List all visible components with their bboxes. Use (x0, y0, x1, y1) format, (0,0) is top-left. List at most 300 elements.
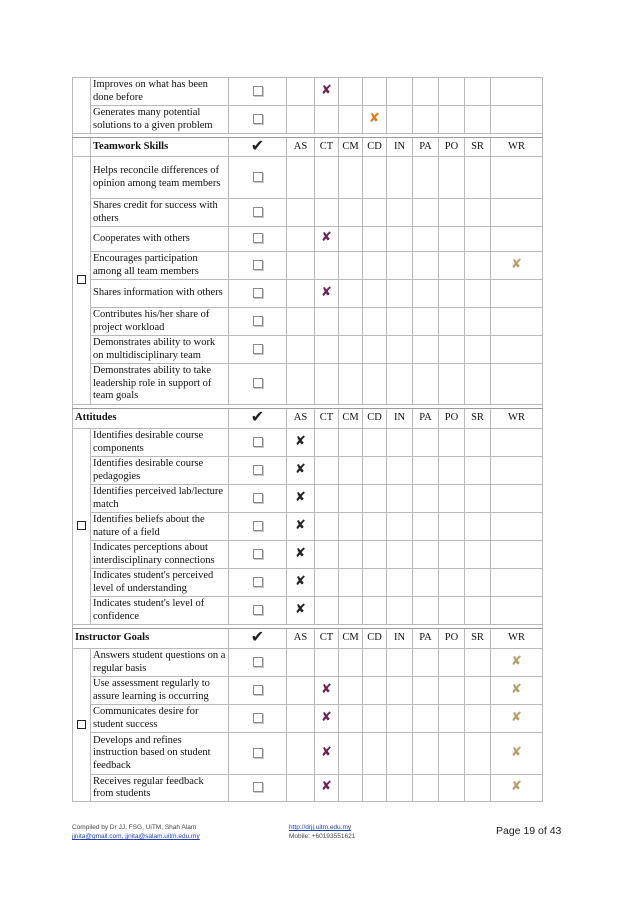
column-header-cm: CM (339, 629, 363, 649)
mark-cell-as (287, 569, 315, 597)
x-mark-icon: ✘ (511, 709, 522, 725)
mark-cell-in (387, 775, 413, 802)
mark-cell-cm (339, 649, 363, 677)
mark-cell-po (439, 485, 465, 513)
section-title: Attitudes (73, 409, 229, 429)
mark-cell-ct (315, 364, 339, 405)
column-header-wr: WR (491, 138, 543, 157)
column-header-po: PO (439, 138, 465, 157)
checkbox-icon[interactable] (253, 748, 263, 758)
mark-cell-wr (491, 78, 543, 106)
criteria-checkbox-cell (229, 733, 287, 775)
criteria-row (73, 308, 543, 336)
mark-cell-ct (315, 308, 339, 336)
mark-cell-pa (413, 227, 439, 252)
criteria-checkbox-cell (229, 227, 287, 252)
criteria-row (73, 227, 543, 252)
mark-cell-pa (413, 705, 439, 733)
checkbox-icon[interactable] (253, 713, 263, 723)
mark-cell-sr (465, 705, 491, 733)
mark-cell-in (387, 280, 413, 308)
mark-cell-sr (465, 308, 491, 336)
group-select-cell (73, 429, 91, 625)
criteria-description: Demonstrates ability to take leadership role in support of team goals (91, 364, 229, 405)
mark-cell-ct (315, 106, 339, 134)
mark-cell-as (287, 541, 315, 569)
criteria-checkbox-cell (229, 677, 287, 705)
criteria-row (73, 429, 543, 457)
criteria-description: Identifies beliefs about the nature of a field (91, 513, 229, 541)
footer-url-link[interactable]: http://drjj.uitm.edu.my (289, 824, 352, 831)
mark-cell-cd (363, 485, 387, 513)
criteria-description: Identifies perceived lab/lecture match (91, 485, 229, 513)
mark-cell-in (387, 649, 413, 677)
column-header-sr: SR (465, 138, 491, 157)
mark-cell-po (439, 106, 465, 134)
mark-cell-cm (339, 597, 363, 625)
mark-cell-cm (339, 308, 363, 336)
criteria-checkbox-cell (229, 649, 287, 677)
mark-cell-cd (363, 308, 387, 336)
mark-cell-po (439, 569, 465, 597)
mark-cell-pa (413, 157, 439, 199)
criteria-checkbox-cell (229, 106, 287, 134)
criteria-row (73, 457, 543, 485)
mark-cell-sr (465, 280, 491, 308)
checkbox-icon[interactable] (253, 378, 263, 388)
mark-cell-as (287, 513, 315, 541)
mark-cell-ct (315, 705, 339, 733)
column-header-sr: SR (465, 629, 491, 649)
mark-cell-sr (465, 199, 491, 227)
x-mark-icon: ✘ (511, 653, 522, 669)
mark-cell-ct (315, 336, 339, 364)
criteria-description: Indicates student's perceived level of understanding (91, 569, 229, 597)
section-title: Instructor Goals (73, 629, 229, 649)
section-gutter (73, 138, 91, 157)
mark-cell-wr (491, 649, 543, 677)
column-header-cm: CM (339, 138, 363, 157)
mark-cell-cm (339, 227, 363, 252)
mark-cell-as (287, 429, 315, 457)
mark-cell-as (287, 252, 315, 280)
mark-cell-cd (363, 733, 387, 775)
group-select-cell (73, 157, 91, 405)
checkbox-icon[interactable] (253, 114, 263, 124)
mark-cell-cd (363, 280, 387, 308)
mark-cell-cm (339, 157, 363, 199)
checkbox-icon[interactable] (253, 521, 263, 531)
criteria-row (73, 252, 543, 280)
x-mark-icon: ✘ (511, 779, 522, 795)
mark-cell-wr (491, 157, 543, 199)
x-mark-icon: ✘ (321, 230, 332, 246)
mark-cell-wr (491, 775, 543, 802)
mark-cell-wr (491, 252, 543, 280)
mark-cell-pa (413, 513, 439, 541)
mark-cell-as (287, 705, 315, 733)
mark-cell-sr (465, 597, 491, 625)
mark-cell-po (439, 227, 465, 252)
mark-cell-in (387, 78, 413, 106)
criteria-row (73, 336, 543, 364)
mark-cell-cd (363, 157, 387, 199)
mark-cell-pa (413, 775, 439, 802)
mark-cell-cm (339, 106, 363, 134)
mark-cell-cd (363, 541, 387, 569)
mark-cell-wr (491, 106, 543, 134)
mark-cell-as (287, 775, 315, 802)
mark-cell-in (387, 513, 413, 541)
mark-cell-po (439, 541, 465, 569)
column-header-cd: CD (363, 138, 387, 157)
criteria-description: Shares credit for success with others (91, 199, 229, 227)
mark-cell-po (439, 775, 465, 802)
group-select-cell (73, 78, 91, 134)
x-mark-icon: ✘ (511, 256, 522, 272)
mark-cell-cm (339, 252, 363, 280)
mark-cell-sr (465, 649, 491, 677)
mark-cell-in (387, 308, 413, 336)
tick-column-header (229, 135, 287, 157)
section-header-row (73, 409, 543, 429)
mark-cell-wr (491, 677, 543, 705)
column-header-po: PO (439, 409, 465, 429)
x-mark-icon: ✘ (321, 284, 332, 300)
mark-cell-po (439, 677, 465, 705)
mark-cell-cd (363, 429, 387, 457)
criteria-description: Answers student questions on a regular basis (91, 649, 229, 677)
criteria-description: Receives regular feedback from students (91, 775, 229, 802)
criteria-description: Develops and refines instruction based on student feedback (91, 733, 229, 775)
mark-cell-wr (491, 364, 543, 405)
mark-cell-as (287, 308, 315, 336)
mark-cell-cd (363, 649, 387, 677)
column-header-in: IN (387, 629, 413, 649)
criteria-checkbox-cell (229, 775, 287, 802)
mark-cell-cd (363, 597, 387, 625)
criteria-checkbox-cell (229, 457, 287, 485)
criteria-row (73, 705, 543, 733)
mark-cell-as (287, 733, 315, 775)
mark-cell-ct (315, 252, 339, 280)
page-number: Page 19 of 43 (496, 825, 562, 837)
mark-cell-as (287, 364, 315, 405)
checkbox-icon[interactable] (253, 288, 263, 298)
criteria-row (73, 569, 543, 597)
column-header-in: IN (387, 138, 413, 157)
mark-cell-sr (465, 429, 491, 457)
column-header-pa: PA (413, 138, 439, 157)
checkmark-icon: ✔ (250, 135, 265, 155)
mark-cell-as (287, 649, 315, 677)
column-header-wr: WR (491, 409, 543, 429)
criteria-row (73, 78, 543, 106)
criteria-description: Use assessment regularly to assure learning is occurring (91, 677, 229, 705)
mark-cell-ct (315, 199, 339, 227)
checkmark-icon: ✔ (250, 627, 265, 647)
column-header-sr: SR (465, 409, 491, 429)
x-mark-icon: ✘ (369, 110, 380, 126)
checkbox-icon[interactable] (253, 782, 263, 792)
mark-cell-sr (465, 106, 491, 134)
mark-cell-cd (363, 677, 387, 705)
criteria-checkbox-cell (229, 485, 287, 513)
footer-emails-link[interactable]: jjnita@gmail.com, jjnita@salam.uitm.edu.my (72, 833, 200, 840)
checkbox-icon[interactable] (253, 657, 263, 667)
mark-cell-ct (315, 513, 339, 541)
criteria-row (73, 733, 543, 775)
mark-cell-wr (491, 308, 543, 336)
mark-cell-po (439, 280, 465, 308)
criteria-description: Indicates student's level of confidence (91, 597, 229, 625)
mark-cell-po (439, 308, 465, 336)
mark-cell-cm (339, 336, 363, 364)
criteria-description: Demonstrates ability to work on multidisciplinary team (91, 336, 229, 364)
mark-cell-cd (363, 106, 387, 134)
x-mark-icon: ✘ (295, 573, 306, 589)
checkbox-icon[interactable] (253, 465, 263, 475)
criteria-row (73, 677, 543, 705)
column-header-cm: CM (339, 409, 363, 429)
criteria-description: Helps reconcile differences of opinion among team members (91, 157, 229, 199)
mark-cell-wr (491, 457, 543, 485)
x-mark-icon: ✘ (295, 489, 306, 505)
mark-cell-sr (465, 364, 491, 405)
mark-cell-as (287, 677, 315, 705)
footer-mobile: Mobile: +60193551621 (289, 833, 356, 840)
checkbox-icon[interactable] (253, 437, 263, 447)
column-header-in: IN (387, 409, 413, 429)
criteria-description: Cooperates with others (91, 227, 229, 252)
mark-cell-in (387, 227, 413, 252)
checkbox-icon[interactable] (253, 316, 263, 326)
criteria-row (73, 106, 543, 134)
mark-cell-po (439, 429, 465, 457)
checkbox-icon[interactable] (253, 260, 263, 270)
mark-cell-cm (339, 457, 363, 485)
mark-cell-in (387, 336, 413, 364)
mark-cell-ct (315, 541, 339, 569)
mark-cell-sr (465, 775, 491, 802)
criteria-checkbox-cell (229, 199, 287, 227)
mark-cell-cd (363, 336, 387, 364)
mark-cell-wr (491, 513, 543, 541)
mark-cell-ct (315, 280, 339, 308)
mark-cell-ct (315, 597, 339, 625)
mark-cell-po (439, 733, 465, 775)
mark-cell-as (287, 199, 315, 227)
criteria-row (73, 775, 543, 802)
mark-cell-po (439, 252, 465, 280)
mark-cell-cd (363, 364, 387, 405)
column-header-cd: CD (363, 629, 387, 649)
mark-cell-as (287, 457, 315, 485)
mark-cell-sr (465, 733, 491, 775)
criteria-checkbox-cell (229, 513, 287, 541)
mark-cell-in (387, 569, 413, 597)
mark-cell-sr (465, 541, 491, 569)
x-mark-icon: ✘ (321, 681, 332, 697)
mark-cell-in (387, 106, 413, 134)
column-header-wr: WR (491, 629, 543, 649)
mark-cell-as (287, 78, 315, 106)
mark-cell-pa (413, 308, 439, 336)
mark-cell-sr (465, 485, 491, 513)
x-mark-icon: ✘ (295, 517, 306, 533)
checkbox-icon[interactable] (253, 233, 263, 243)
column-header-cd: CD (363, 409, 387, 429)
checkbox-icon[interactable] (253, 685, 263, 695)
criteria-checkbox-cell (229, 597, 287, 625)
mark-cell-cd (363, 199, 387, 227)
mark-cell-cm (339, 541, 363, 569)
column-header-ct: CT (315, 409, 339, 429)
mark-cell-as (287, 106, 315, 134)
criteria-row (73, 541, 543, 569)
criteria-description: Generates many potential solutions to a given problem (91, 106, 229, 134)
mark-cell-wr (491, 429, 543, 457)
mark-cell-po (439, 336, 465, 364)
mark-cell-cm (339, 705, 363, 733)
checkbox-icon[interactable] (253, 549, 263, 559)
mark-cell-cd (363, 569, 387, 597)
mark-cell-as (287, 157, 315, 199)
mark-cell-in (387, 705, 413, 733)
column-header-ct: CT (315, 138, 339, 157)
mark-cell-in (387, 597, 413, 625)
mark-cell-as (287, 336, 315, 364)
x-mark-icon: ✘ (295, 601, 306, 617)
mark-cell-ct (315, 733, 339, 775)
mark-cell-ct (315, 78, 339, 106)
checkbox-icon[interactable] (253, 172, 263, 182)
checkbox-icon[interactable] (253, 493, 263, 503)
footer-compiled-by: Compiled by Dr JJ, FSG, UiTM, Shah Alam (72, 824, 197, 831)
mark-cell-ct (315, 649, 339, 677)
criteria-row (73, 513, 543, 541)
criteria-checkbox-cell (229, 705, 287, 733)
column-header-ct: CT (315, 629, 339, 649)
mark-cell-as (287, 597, 315, 625)
assessment-matrix-table (72, 77, 543, 802)
criteria-description: Identifies desirable course components (91, 429, 229, 457)
mark-cell-in (387, 485, 413, 513)
mark-cell-sr (465, 336, 491, 364)
criteria-description: Indicates perceptions about interdisciplinary connections (91, 541, 229, 569)
column-header-pa: PA (413, 409, 439, 429)
mark-cell-pa (413, 457, 439, 485)
mark-cell-wr (491, 597, 543, 625)
group-checkbox[interactable] (77, 275, 86, 284)
x-mark-icon: ✘ (511, 681, 522, 697)
checkbox-icon[interactable] (253, 207, 263, 217)
mark-cell-pa (413, 199, 439, 227)
criteria-description: Contributes his/her share of project workload (91, 308, 229, 336)
mark-cell-cm (339, 513, 363, 541)
checkbox-icon[interactable] (253, 86, 263, 96)
checkmark-icon: ✔ (250, 407, 265, 427)
mark-cell-in (387, 429, 413, 457)
mark-cell-po (439, 364, 465, 405)
mark-cell-in (387, 364, 413, 405)
mark-cell-po (439, 597, 465, 625)
mark-cell-cd (363, 775, 387, 802)
mark-cell-in (387, 157, 413, 199)
criteria-row (73, 280, 543, 308)
x-mark-icon: ✘ (321, 744, 332, 760)
mark-cell-pa (413, 280, 439, 308)
group-checkbox[interactable] (77, 720, 86, 729)
mark-cell-in (387, 541, 413, 569)
mark-cell-sr (465, 569, 491, 597)
checkbox-icon[interactable] (253, 344, 263, 354)
mark-cell-pa (413, 649, 439, 677)
criteria-description: Identifies desirable course pedagogies (91, 457, 229, 485)
criteria-description: Communicates desire for student success (91, 705, 229, 733)
criteria-description: Improves on what has been done before (91, 78, 229, 106)
mark-cell-ct (315, 569, 339, 597)
mark-cell-cd (363, 252, 387, 280)
mark-cell-pa (413, 597, 439, 625)
mark-cell-sr (465, 677, 491, 705)
mark-cell-cd (363, 227, 387, 252)
mark-cell-wr (491, 199, 543, 227)
mark-cell-pa (413, 106, 439, 134)
mark-cell-ct (315, 457, 339, 485)
mark-cell-ct (315, 485, 339, 513)
checkbox-icon[interactable] (253, 605, 263, 615)
column-header-as: AS (287, 138, 315, 157)
mark-cell-pa (413, 541, 439, 569)
criteria-row (73, 364, 543, 405)
criteria-row (73, 157, 543, 199)
column-header-po: PO (439, 629, 465, 649)
x-mark-icon: ✘ (321, 709, 332, 725)
criteria-checkbox-cell (229, 157, 287, 199)
criteria-checkbox-cell (229, 429, 287, 457)
mark-cell-wr (491, 336, 543, 364)
mark-cell-cd (363, 78, 387, 106)
section-header-row (73, 138, 543, 157)
mark-cell-pa (413, 364, 439, 405)
section-header-row (73, 629, 543, 649)
mark-cell-po (439, 649, 465, 677)
criteria-checkbox-cell (229, 78, 287, 106)
mark-cell-wr (491, 541, 543, 569)
mark-cell-po (439, 705, 465, 733)
mark-cell-sr (465, 227, 491, 252)
tick-column-header (229, 629, 287, 649)
group-checkbox[interactable] (77, 521, 86, 530)
mark-cell-pa (413, 252, 439, 280)
mark-cell-pa (413, 733, 439, 775)
mark-cell-sr (465, 78, 491, 106)
checkbox-icon[interactable] (253, 577, 263, 587)
mark-cell-in (387, 677, 413, 705)
column-header-as: AS (287, 629, 315, 649)
mark-cell-cm (339, 775, 363, 802)
mark-cell-po (439, 513, 465, 541)
mark-cell-wr (491, 569, 543, 597)
mark-cell-cd (363, 457, 387, 485)
criteria-checkbox-cell (229, 252, 287, 280)
mark-cell-ct (315, 775, 339, 802)
criteria-row (73, 597, 543, 625)
mark-cell-ct (315, 157, 339, 199)
mark-cell-cd (363, 705, 387, 733)
footer-middle (289, 823, 355, 841)
